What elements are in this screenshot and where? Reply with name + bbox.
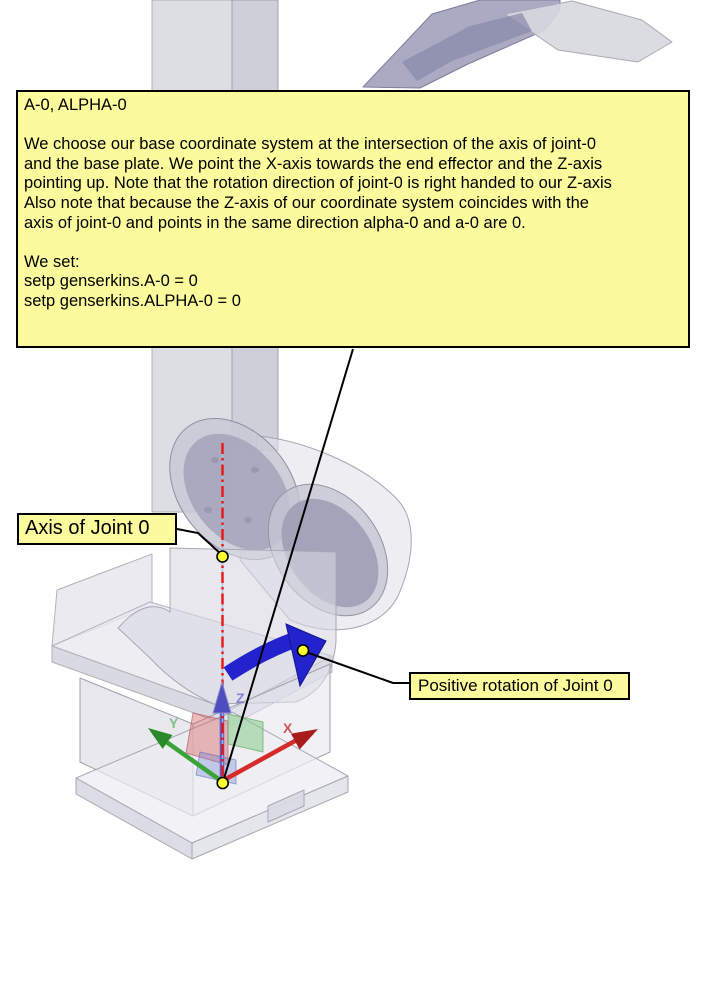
note-box: [16, 90, 690, 348]
note-body-line: Also note that because the Z-axis of our coordinate system coincides with the: [24, 193, 589, 212]
disc-bolt: [251, 467, 259, 473]
note-set-heading: We set:: [24, 252, 80, 271]
note-title: A-0, ALPHA-0: [24, 96, 127, 114]
note-body-line: pointing up. Note that the rotation direction of joint-0 is right handed to our Z-axis: [24, 174, 612, 193]
robot-forearm: [363, 0, 672, 88]
rotation-point-marker: [298, 645, 309, 656]
note-blank-line: [24, 233, 684, 253]
disc-bolt: [244, 517, 252, 523]
note-body-line: and the base plate. We point the X-axis towards the end effector and the Z-axis: [24, 154, 603, 173]
note-body-line: We choose our base coordinate system at the intersection of the axis of joint-0: [24, 135, 597, 154]
z-axis-label: Z: [236, 690, 245, 706]
axis-point-marker: [217, 551, 228, 562]
note-blank-line: [24, 116, 684, 136]
origin-marker: [217, 778, 228, 789]
disc-bolt: [204, 507, 212, 513]
y-axis-label: Y: [169, 715, 179, 731]
axis-of-joint-label: Axis of Joint 0: [17, 513, 177, 545]
disc-bolt: [211, 457, 219, 463]
note-set-line: setp genserkins.ALPHA-0 = 0: [24, 291, 241, 310]
note-body-line: axis of joint-0 and points in the same direction alpha-0 and a-0 are 0.: [24, 213, 526, 232]
x-axis-label: X: [283, 720, 293, 736]
note-set-line: setp genserkins.A-0 = 0: [24, 272, 198, 291]
positive-rotation-label: Positive rotation of Joint 0: [409, 672, 630, 700]
